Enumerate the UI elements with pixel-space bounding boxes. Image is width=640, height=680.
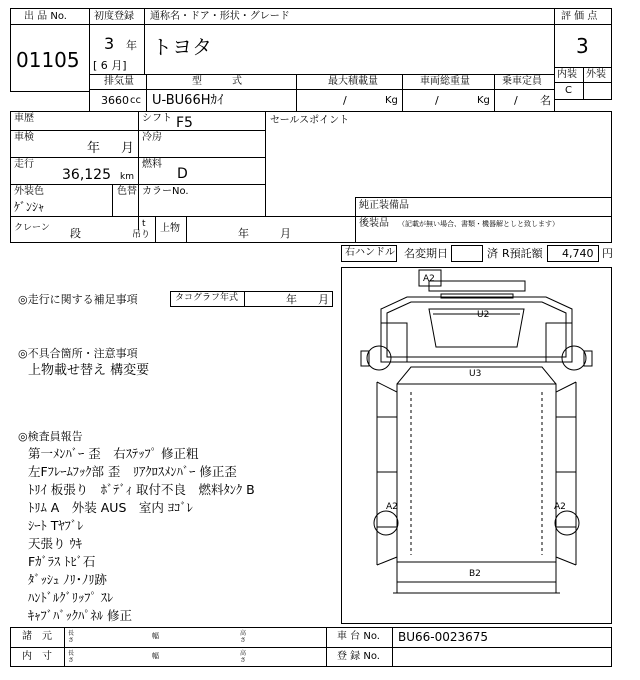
score-label: 評 価 点 bbox=[561, 11, 598, 22]
front-right-wheel bbox=[562, 346, 586, 370]
mileage-label: 走行 bbox=[14, 159, 34, 170]
reg-year-unit: 年 bbox=[126, 39, 137, 52]
recycle-amount: 4,740 bbox=[562, 247, 594, 260]
height-label: 高さ bbox=[240, 630, 247, 644]
steering: 右ハンドル bbox=[345, 247, 395, 258]
max-load-unit: Kg bbox=[385, 95, 398, 106]
tachograph-label: タコグラフ年式 bbox=[175, 293, 239, 303]
inspector-line: ﾄﾘﾑ A 外装 AUS 室内 ﾖｺﾞﾚ bbox=[28, 500, 193, 515]
reg-month: [ 6 月] bbox=[93, 59, 127, 72]
lot-no-label: 出 品 No. bbox=[24, 11, 67, 22]
chassis-label: 車 台 No. bbox=[337, 631, 380, 642]
driving-notes-label: ◎走行に関する補足事項 bbox=[18, 293, 138, 306]
capacity-unit: 名 bbox=[540, 94, 551, 107]
max-load-label: 最大積載量 bbox=[328, 76, 378, 87]
inspector-line: ｷｬﾌﾞﾊﾞｯｸﾊﾟﾈﾙ 修正 bbox=[28, 608, 132, 623]
height-label: 高さ bbox=[240, 650, 247, 664]
crane-t: t bbox=[142, 219, 146, 229]
front-left-wheel bbox=[367, 346, 391, 370]
damage-mark: A2 bbox=[423, 274, 435, 284]
tacho-year-unit: 年 bbox=[286, 293, 297, 306]
inspector-line: Fｶﾞﾗｽ ﾄﾋﾞ石 bbox=[28, 554, 96, 569]
max-load: / bbox=[343, 94, 347, 107]
gross-weight-label: 車両総重量 bbox=[420, 76, 470, 87]
cc-unit: cc bbox=[130, 95, 141, 106]
rear-right-wheel bbox=[555, 511, 579, 535]
sales-point-label: セールスポイント bbox=[270, 115, 350, 126]
cargo-bed bbox=[397, 384, 556, 562]
car-name: トヨタ bbox=[152, 35, 212, 59]
score: 3 bbox=[576, 34, 589, 58]
inspector-report-label: ◎検査員報告 bbox=[18, 430, 83, 443]
inspector-line: ﾊﾝﾄﾞﾙｸﾞﾘｯﾌﾟ ｽﾚ bbox=[28, 590, 114, 605]
color: ｹﾞﾝｼｬ bbox=[14, 200, 45, 214]
upper-year-unit: 年 bbox=[238, 227, 249, 240]
inspector-line: ﾄﾘｲ 板張り ﾎﾞﾃﾞｨ 取付不良 燃料ﾀﾝｸ B bbox=[28, 482, 255, 497]
defects-label: ◎不具合箇所・注意事項 bbox=[18, 347, 138, 360]
name-change-date-box bbox=[451, 245, 483, 262]
first-reg-label: 初度登録 bbox=[94, 11, 134, 22]
car-name-label: 通称名・ドア・形状・グレード bbox=[150, 11, 290, 22]
color-code-label: カラーNo. bbox=[142, 186, 189, 197]
inspection-month-unit: 月 bbox=[121, 141, 135, 156]
reg-no-label: 登 録 No. bbox=[337, 651, 380, 662]
interior-grade: C bbox=[565, 85, 572, 96]
inspector-line: ｼｰﾄ Tﾔﾌﾞﾚ bbox=[28, 518, 84, 533]
truck-diagram bbox=[341, 267, 612, 624]
damage-mark: A2 bbox=[386, 502, 398, 512]
km-unit: km bbox=[120, 172, 134, 182]
defects-text: 上物載せ替え 構変要 bbox=[28, 363, 150, 378]
damage-mark: A2 bbox=[554, 502, 566, 512]
crane-stage-unit: 段 bbox=[70, 227, 81, 240]
fuel: D bbox=[177, 166, 188, 182]
length-label: 長さ bbox=[68, 650, 75, 664]
upper-month-unit: 月 bbox=[280, 227, 291, 240]
aftermarket-note: （記載が無い場合、書類・機器解としと致します） bbox=[398, 220, 559, 228]
damage-mark: B2 bbox=[469, 569, 481, 579]
mileage: 36,125 bbox=[62, 167, 111, 183]
model: U-BU66Hｶｲ bbox=[152, 93, 224, 108]
crane-label: クレーン bbox=[14, 223, 50, 233]
inspector-line: 天張り ｳｷ bbox=[28, 536, 82, 551]
inspection-label: 車検 bbox=[14, 132, 34, 143]
chassis-no: BU66-0023675 bbox=[398, 630, 489, 644]
length-label: 長さ bbox=[68, 630, 75, 644]
gross-weight: / bbox=[435, 94, 439, 107]
fuel-label: 燃料 bbox=[142, 159, 162, 170]
damage-mark: U3 bbox=[469, 369, 482, 379]
shift-label: シフト bbox=[142, 113, 172, 124]
tacho-month-unit: 月 bbox=[318, 293, 329, 306]
reg-year: 3 bbox=[104, 34, 115, 53]
yen-unit: 円 bbox=[602, 247, 613, 260]
history-label: 車歴 bbox=[14, 113, 34, 124]
inspection-year-unit: 年 bbox=[87, 141, 101, 156]
exterior-label: 外装 bbox=[586, 69, 606, 80]
factory-equipment-label: 純正装備品 bbox=[359, 200, 409, 211]
capacity: / bbox=[514, 94, 518, 107]
model-label: 型 式 bbox=[192, 76, 242, 87]
lot-no: 01105 bbox=[16, 48, 80, 72]
specs-label: 諸 元 bbox=[22, 631, 52, 642]
color-label: 外装色 bbox=[14, 186, 44, 197]
aftermarket-label: 後装品 bbox=[359, 218, 389, 229]
gross-weight-unit: Kg bbox=[477, 95, 490, 106]
cab-outline bbox=[381, 297, 572, 362]
width-label: 幅 bbox=[152, 652, 159, 660]
inner-label: 内 寸 bbox=[22, 651, 52, 662]
crane-hoist: 吊り bbox=[132, 230, 151, 240]
width-label: 幅 bbox=[152, 632, 159, 640]
recycle-label: R預託額 bbox=[502, 247, 543, 260]
interior-label: 内装 bbox=[557, 69, 577, 80]
capacity-label: 乗車定員 bbox=[502, 76, 542, 87]
rear-left-wheel bbox=[374, 511, 398, 535]
inspector-line: 第一ﾒﾝﾊﾞｰ 歪 右ｽﾃｯﾌﾟ 修正粗 bbox=[28, 446, 199, 461]
cab-roof bbox=[429, 281, 525, 291]
shift: F5 bbox=[176, 115, 193, 131]
inspector-line: 左Fﾌﾚｰﾑﾌｯｸ部 歪 ﾘｱｸﾛｽﾒﾝﾊﾞｰ 修正歪 bbox=[28, 464, 237, 479]
upper-label: 上物 bbox=[160, 223, 180, 234]
ac-label: 冷房 bbox=[142, 132, 162, 143]
inspector-line: ﾀﾞｯｼｭ ﾉﾘ･ﾉﾘ跡 bbox=[28, 572, 107, 587]
name-change-label: 名変期日 bbox=[404, 247, 448, 260]
color-no-label: 色替 bbox=[117, 186, 137, 197]
recycle-marker: 済 bbox=[487, 247, 498, 260]
displacement: 3660 bbox=[101, 94, 129, 107]
damage-mark: U2 bbox=[477, 310, 490, 320]
displacement-label: 排気量 bbox=[104, 76, 134, 87]
